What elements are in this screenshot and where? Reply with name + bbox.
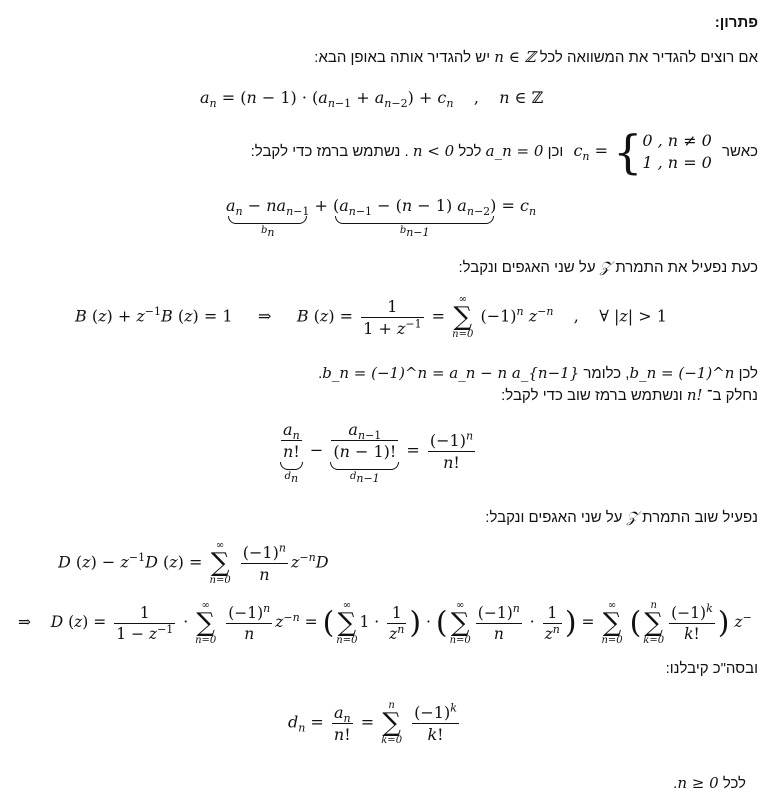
ztransform-pre: כעת נפעיל את התמרת bbox=[615, 259, 758, 276]
ztransform-again-post: על שני האגפים ונקבל: bbox=[485, 509, 623, 526]
where-math2: n < 0 bbox=[412, 142, 455, 160]
ztransform-again-line bbox=[485, 508, 758, 526]
cases-block: $c_n$ = { 0 , n ≠ 0 1 , n = 0 bbox=[573, 125, 712, 180]
equation-dz-1: D $(z) - z^{-1}D$ (z) = ∞ ∑ n=0 $\frac{(-1)^n}{n}$ $z^{-n}D$ bbox=[58, 540, 329, 586]
intro-pre: אם רוצים להגדיר את המשוואה לכל bbox=[539, 49, 758, 66]
divide-post: ונשתמש ברמז שוב כדי לקבל: bbox=[501, 387, 683, 404]
final-math: n ≥ 0 bbox=[677, 774, 719, 792]
intro-math: n ∈ ℤ bbox=[494, 48, 536, 66]
equation-dz-2: ⇒ D (z) = $\frac{1}{1 - z^{-1}}$ · ∞ ∑ n=0 $\frac{(-1)^n}{n}$ $z^{-n}$ = ( ∞ ∑ n=0 1 · $\frac{1}{z^n}$ ) · ( ∞ ∑ n=0 $\frac{(-1)^n}{n}$ · $\frac{1}{z^n}$ ) = ∞ ∑ n=0 ( n ∑ k=0 $\frac{(-1)^k}{k!}$ ) z− bbox=[18, 600, 752, 646]
therefore-math1: b_n = (−1)^n bbox=[629, 364, 735, 382]
therefore-math2: b_n = (−1)^n = a_n − n a_{n−1} bbox=[322, 364, 580, 382]
where-text1: וכן bbox=[547, 143, 564, 160]
therefore-text2: , כלומר bbox=[583, 365, 630, 382]
equation-underbrace-b: $a_n - na_{n-1}$ $b_n$ + ($a_{n-1} - (n - 1)$ $a_{n-2}$) $b_{n-1}$ = $c_n$ bbox=[226, 196, 537, 239]
case-row-2: 1 , n = 0 bbox=[642, 153, 712, 173]
intro-line bbox=[314, 48, 758, 66]
where-line bbox=[250, 125, 758, 180]
where-math1: a_n = 0 bbox=[485, 142, 544, 160]
ztransform-again-pre: נפעיל שוב התמרת bbox=[642, 509, 758, 526]
where-text3: . נשתמש ברמז כדי לקבל: bbox=[250, 143, 409, 160]
ztransform-math: 𝒵 bbox=[599, 258, 612, 276]
solution-title: פתרון: bbox=[714, 14, 758, 31]
therefore-line: לכן b_n = (−1)^n, כלומר b_n = (−1)^n = a_n − n a_{n−1}. bbox=[318, 364, 758, 382]
final-line: לכל n ≥ 0. bbox=[673, 774, 746, 792]
equation-recurrence: $a_n = (n - 1) \cdot (a_{n-1} + a_{n-2}) + c_n$ , n ∈ ℤ bbox=[200, 88, 544, 111]
final-text: לכל bbox=[722, 775, 746, 792]
where-text2: לכל bbox=[458, 143, 482, 160]
equation-bz: B $(z) + z^{-1}B$ (z) = 1 ⇒ B (z) = $\frac{1}{1 + z^{-1}}$ = ∞ ∑ n=0 $(-1)^n$ $z^{-n}$ , ∀ |z| > 1 bbox=[75, 294, 667, 340]
divide-line bbox=[501, 386, 758, 404]
equation-final: $d_n$ = $\frac{a_n}{n!}$ = n ∑ k=0 $\frac{(-1)^k}{k!}$ bbox=[288, 700, 457, 746]
divide-math: n! bbox=[686, 386, 703, 404]
divide-pre: נחלק ב־ bbox=[706, 387, 758, 404]
intro-post: יש להגדיר אותה באופן הבא: bbox=[314, 49, 491, 66]
ztransform-post: על שני האגפים ונקבל: bbox=[458, 259, 596, 276]
ztransform-line bbox=[458, 258, 758, 276]
summary-line: ובסה"כ קיבלנו: bbox=[665, 660, 758, 677]
ztransform-again-math: 𝒵 bbox=[626, 508, 638, 526]
equation-dn-recurrence: $\frac{a_n}{n!}$ $d_n$ − $\frac{a_{n-1}}{(n - 1)!}$ $d_{n-1}$ = $\frac{(-1)^n}{n!}$ bbox=[278, 420, 478, 482]
case-row-1: 0 , n ≠ 0 bbox=[642, 131, 712, 151]
therefore-text1: לכן bbox=[738, 365, 758, 382]
where-label: כאשר bbox=[722, 143, 758, 160]
